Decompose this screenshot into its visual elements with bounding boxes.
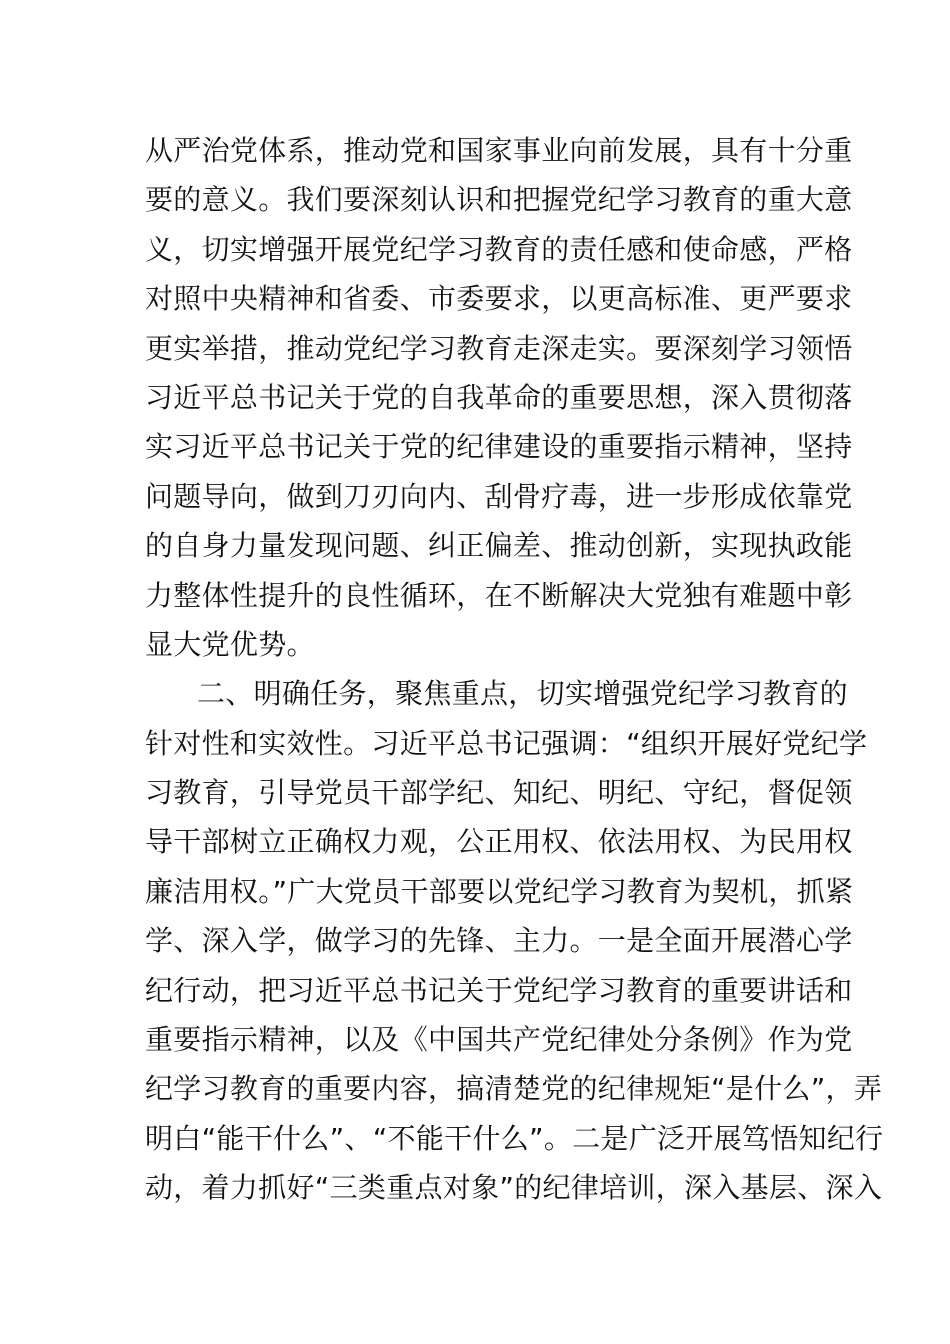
- text-line: 纪行动，把习近平总书记关于党纪学习教育的重要讲话和: [145, 973, 853, 1007]
- text-line: 对照中央精神和省委、市委要求，以更高标准、更严要求: [145, 282, 853, 316]
- text-line: 重要指示精神，以及《中国共产党纪律处分条例》作为党: [145, 1023, 853, 1057]
- section-heading-line: 二、明确任务，聚焦重点，切实增强党纪学习教育的: [197, 677, 848, 711]
- text-line: 从严治党体系，推动党和国家事业向前发展，具有十分重: [145, 134, 853, 167]
- text-line: 动，着力抓好“三类重点对象”的纪律培训，深入基层、深入: [145, 1171, 883, 1205]
- text-line: 纪学习教育的重要内容，搞清楚党的纪律规矩“是什么”，弄: [145, 1072, 883, 1106]
- body-text: [145, 126, 884, 1213]
- text-line: 显大党优势。: [145, 627, 315, 661]
- text-line: 问题导向，做到刀刃向内、刮骨疗毒，进一步形成依靠党: [145, 479, 853, 513]
- text-line: 更实举措，推动党纪学习教育走深走实。要深刻学习领悟: [145, 331, 853, 365]
- text-line: 实习近平总书记关于党的纪律建设的重要指示精神，坚持: [145, 430, 853, 464]
- text-line: 廉洁用权。”广大党员干部要以党纪学习教育为契机，抓紧: [145, 874, 854, 908]
- text-line: 要的意义。我们要深刻认识和把握党纪学习教育的重大意: [145, 183, 853, 217]
- text-line: 的自身力量发现问题、纠正偏差、推动创新，实现执政能: [145, 529, 853, 563]
- text-line: 针对性和实效性。习近平总书记强调：“组织开展好党纪学: [145, 726, 868, 760]
- text-line: 义，切实增强开展党纪学习教育的责任感和使命感，严格: [145, 232, 853, 266]
- text-line: 导干部树立正确权力观，公正用权、依法用权、为民用权: [145, 825, 853, 859]
- text-line: 习教育，引导党员干部学纪、知纪、明纪、守纪，督促领: [145, 776, 853, 810]
- text-line: 学、深入学，做学习的先锋、主力。一是全面开展潜心学: [145, 924, 853, 958]
- text-line: 力整体性提升的良性循环，在不断解决大党独有难题中彰: [145, 578, 853, 612]
- text-line: 明白“能干什么”、“不能干什么”。二是广泛开展笃悟知纪行: [145, 1121, 884, 1155]
- text-line: 习近平总书记关于党的自我革命的重要思想，深入贯彻落: [145, 380, 853, 414]
